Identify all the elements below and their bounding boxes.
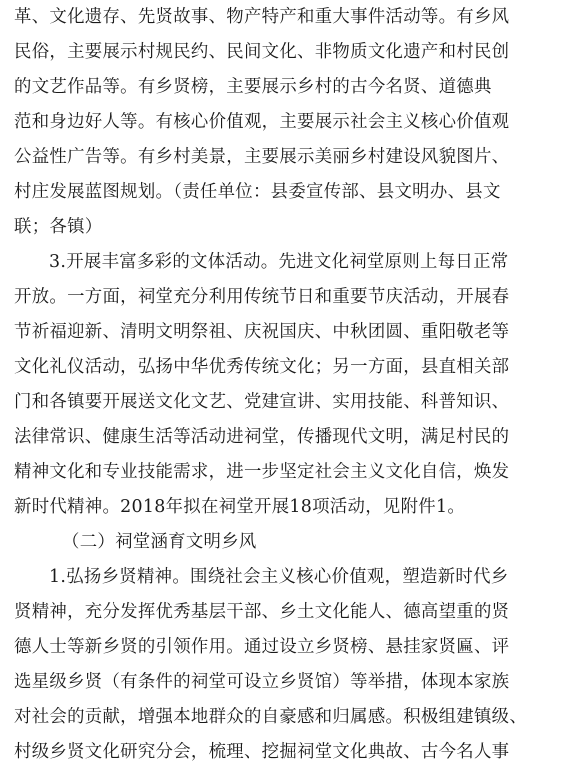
text-line: 贤精神，充分发挥优秀基层干部、乡土文化能人、德高望重的贤 [14, 602, 510, 622]
text-line: 精神文化和专业技能需求，进一步坚定社会主义文化自信，焕发 [14, 462, 510, 482]
text-line: 村级乡贤文化研究分会，梳理、挖掘祠堂文化典故、古今名人事 [14, 742, 510, 762]
text-line: 节祈福迎新、清明文明祭祖、庆祝国庆、中秋团圆、重阳敬老等 [14, 322, 510, 342]
text-line: 的文艺作品等。有乡贤榜，主要展示乡村的古今名贤、道德典 [14, 77, 492, 97]
text-line: 对社会的贡献，增强本地群众的自豪感和归属感。积极组建镇级、 [14, 707, 528, 727]
text-line: 民俗，主要展示村规民约、民间文化、非物质文化遗产和村民创 [14, 42, 510, 62]
text-line: 新时代精神。2018年拟在祠堂开展18项活动，见附件1。 [14, 497, 466, 517]
text-line: 德人士等新乡贤的引领作用。通过设立乡贤榜、悬挂家贤匾、评 [14, 637, 510, 657]
text-line: 联；各镇） [14, 217, 103, 237]
text-line: 范和身边好人等。有核心价值观，主要展示社会主义核心价值观 [14, 112, 510, 132]
text-line: 文化礼仪活动，弘扬中华优秀传统文化；另一方面，县直相关部 [14, 357, 510, 377]
paragraph-start-line: 3.开展丰富多彩的文体活动。先进文化祠堂原则上每日正常 [49, 252, 509, 272]
text-line: 公益性广告等。有乡村美景，主要展示美丽乡村建设风貌图片、 [14, 147, 510, 167]
text-line: 选星级乡贤（有条件的祠堂可设立乡贤馆）等举措，体现本家族 [14, 672, 510, 692]
section-heading: （二）祠堂涵育文明乡风 [62, 532, 257, 552]
text-line: 革、文化遗存、先贤故事、物产特产和重大事件活动等。有乡风 [14, 7, 510, 27]
text-line: 村庄发展蓝图规划。（责任单位：县委宣传部、县文明办、县文 [14, 182, 501, 202]
paragraph-start-line: 1.弘扬乡贤精神。围绕社会主义核心价值观，塑造新时代乡 [49, 567, 509, 587]
text-line: 法律常识、健康生活等活动进祠堂，传播现代文明，满足村民的 [14, 427, 510, 447]
text-line: 开放。一方面，祠堂充分利用传统节日和重要节庆活动，开展春 [14, 287, 510, 307]
text-line: 门和各镇要开展送文化文艺、党建宣讲、实用技能、科普知识、 [14, 392, 510, 412]
